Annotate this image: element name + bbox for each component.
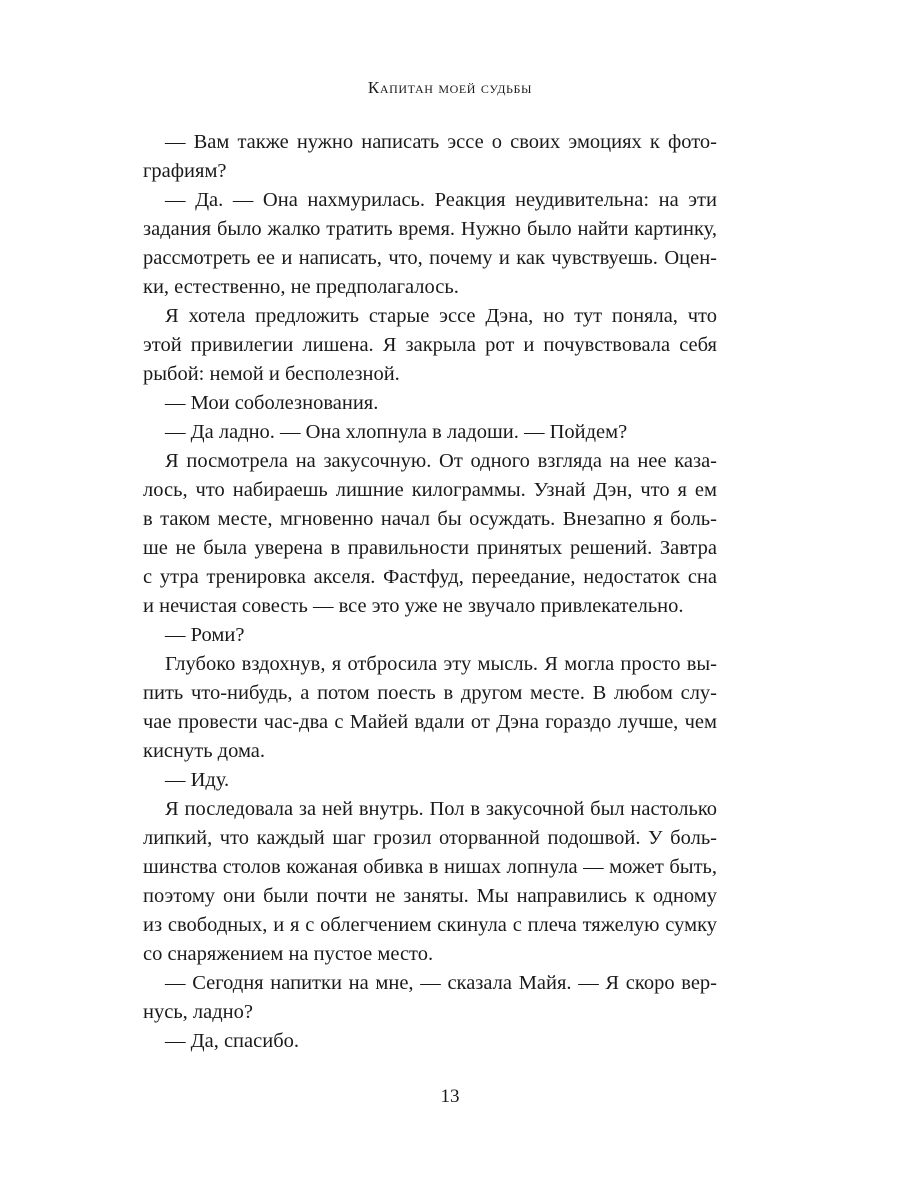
- paragraph: [143, 128, 717, 186]
- text-line: поэтому они были почти не заняты. Мы направились к одному: [143, 885, 717, 907]
- body-text: [143, 128, 717, 1056]
- running-head: Капитан моей судьбы: [367, 78, 533, 97]
- text-line: с утра тренировка акселя. Фастфуд, переедание, недостаток сна: [143, 566, 717, 588]
- paragraph: [143, 447, 717, 621]
- paragraph: [143, 389, 717, 418]
- page-number: 13: [440, 1086, 460, 1107]
- paragraph: [143, 650, 717, 766]
- paragraph: [143, 418, 717, 447]
- text-line: ки, естественно, не предполагалось.: [143, 276, 459, 298]
- text-line: рыбой: немой и бесполезной.: [143, 363, 400, 385]
- text-line: Я последовала за ней внутрь. Пол в закусочной был настолько: [165, 798, 717, 820]
- text-line: лось, что набираешь лишние килограммы. Узнай Дэн, что я ем: [143, 479, 717, 501]
- text-line: — Мои соболезнования.: [165, 392, 379, 414]
- text-line: и нечистая совесть — все это уже не звучало привлекательно.: [143, 595, 684, 617]
- text-line: — Да. — Она нахмурилась. Реакция неудивительна: на эти: [165, 189, 717, 211]
- paragraph: [143, 969, 717, 1027]
- text-line: этой привилегии лишена. Я закрыла рот и почувствовала себя: [143, 334, 717, 356]
- text-line: со снаряжением на пустое место.: [143, 943, 434, 965]
- text-line: в таком месте, мгновенно начал бы осуждать. Внезапно я боль-: [143, 508, 717, 530]
- text-line: задания было жалко тратить время. Нужно было найти картинку,: [143, 218, 717, 240]
- text-line: — Вам также нужно написать эссе о своих эмоциях к фото-: [165, 131, 717, 153]
- text-line: Я посмотрела на закусочную. От одного взгляда на нее каза-: [165, 450, 717, 472]
- text-line: — Сегодня напитки на мне, — сказала Майя. — Я скоро вер-: [165, 972, 717, 994]
- paragraph: [143, 621, 717, 650]
- text-line: — Да ладно. — Она хлопнула в ладоши. — Пойдем?: [165, 421, 628, 443]
- text-line: из свободных, и я с облегчением скинула с плеча тяжелую сумку: [143, 914, 717, 936]
- text-line: нусь, ладно?: [143, 1001, 253, 1023]
- paragraph: [143, 186, 717, 302]
- text-line: ше не была уверена в правильности принятых решений. Завтра: [143, 537, 717, 559]
- text-line: пить что-нибудь, а потом поесть в другом месте. В любом слу-: [143, 682, 717, 704]
- paragraph: [143, 795, 717, 969]
- paragraph: [143, 302, 717, 389]
- text-line: — Иду.: [165, 769, 230, 791]
- text-line: Я хотела предложить старые эссе Дэна, но тут поняла, что: [165, 305, 717, 327]
- text-line: — Роми?: [165, 624, 245, 646]
- text-line: графиям?: [143, 160, 227, 182]
- text-line: рассмотреть ее и написать, что, почему и как чувствуешь. Оцен-: [143, 247, 717, 269]
- text-line: киснуть дома.: [143, 740, 266, 762]
- text-line: шинства столов кожаная обивка в нишах лопнула — может быть,: [143, 856, 717, 878]
- paragraph: [143, 1027, 717, 1056]
- text-line: чае провести час-два с Майей вдали от Дэна гораздо лучше, чем: [143, 711, 717, 733]
- text-line: Глубоко вздохнув, я отбросила эту мысль. Я могла просто вы-: [165, 653, 717, 675]
- text-line: — Да, спасибо.: [165, 1030, 300, 1052]
- text-line: липкий, что каждый шаг грозил оторванной подошвой. У боль-: [143, 827, 717, 849]
- paragraph: [143, 766, 717, 795]
